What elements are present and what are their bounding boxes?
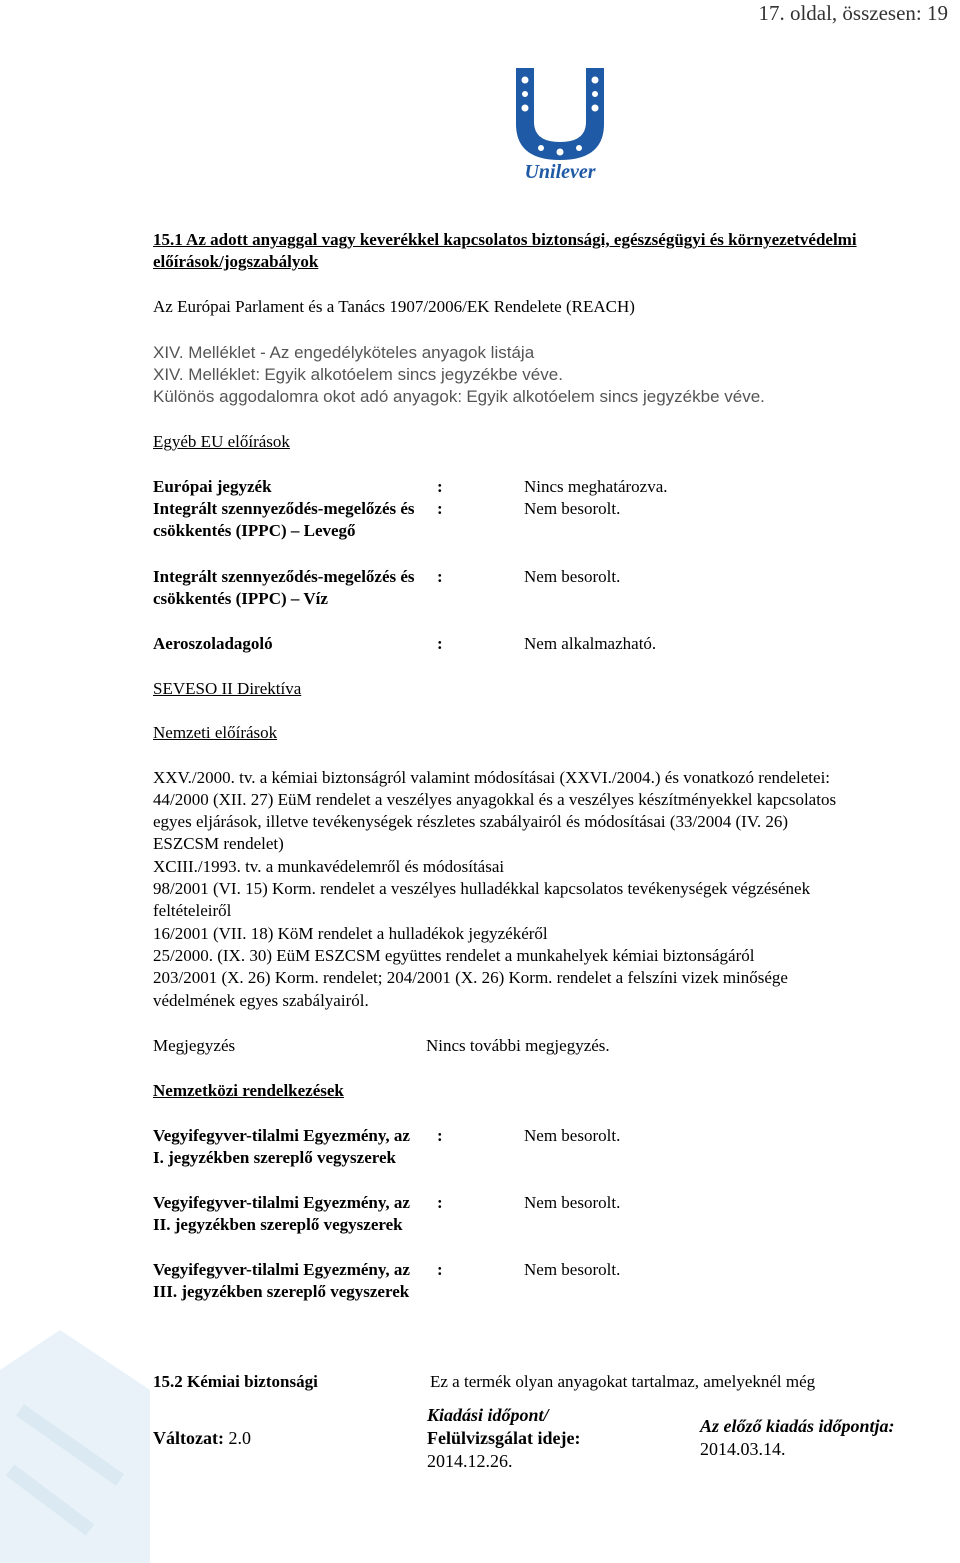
national-line: egyes eljárások, illetve tevékenységek részletes szabályairól és módosításai (33/2004 (IV. 26) [153,812,789,831]
intl-row-value: Nem besorolt. [524,1126,621,1145]
eu-row-label: Integrált szennyeződés-megelőzés és csökkentés (IPPC) – Levegő [153,499,415,540]
version-value: 2.0 [228,1428,251,1448]
annex-xiv-row [153,364,563,386]
intl-row-value: Nem besorolt. [524,1193,621,1212]
intl-row-label: Vegyifegyver-tilalmi Egyezmény, az III. jegyzékben szereplő vegyszerek [153,1260,410,1301]
logo-u-mark [516,68,604,160]
eu-row-colon: : [437,499,443,518]
intl-row-label: Vegyifegyver-tilalmi Egyezmény, az II. jegyzékben szereplő vegyszerek [153,1193,410,1234]
national-line: XXV./2000. tv. a kémiai biztonságról valamint módosításai (XXVI./2004.) és vonatkozó rendeletei: [153,768,831,787]
issue-value: 2014.12.26. [427,1451,513,1471]
national-heading: Nemzeti előírások [153,723,278,742]
watermark-decoration [0,1330,150,1563]
eu-row-colon: : [437,477,443,496]
svhc-value: Egyik alkotóelem sincs jegyzékbe véve. [466,387,765,406]
section-15-2-text: Ez a termék olyan anyagokat tartalmaz, amelyeknél még [430,1372,816,1391]
annex-xiv-line: XIV. Melléklet - Az engedélyköteles anyagok listája [153,343,535,362]
version-label: Változat: [153,1428,224,1448]
eu-row-label: Aeroszoladagoló [153,634,273,653]
eu-row-colon: : [437,634,443,653]
intl-row-colon: : [437,1126,443,1145]
reach-regulation: Az Európai Parlament és a Tanács 1907/2006/EK Rendelete (REACH) [153,297,635,316]
prev-issue-value: 2014.03.14. [700,1439,786,1459]
eu-row-value: Nincs meghatározva. [524,477,668,496]
note-label: Megjegyzés [153,1036,236,1055]
unilever-logo [506,64,614,184]
national-line: 98/2001 (VI. 15) Korm. rendelet a veszélyes hulladékkal kapcsolatos tevékenységek végzésének [153,879,811,898]
logo-wordmark: Unilever [524,161,596,183]
page-counter: 17. oldal, összesen: 19 [758,1,948,25]
section-15-2-title: 15.2 Kémiai biztonsági [153,1372,318,1391]
intl-row-colon: : [437,1260,443,1279]
eu-row-value: Nem alkalmazható. [524,634,657,653]
national-line: védelmének egyes szabályairól. [153,991,369,1010]
eu-regs-heading: Egyéb EU előírások [153,432,290,451]
international-heading: Nemzetközi rendelkezések [153,1081,344,1100]
eu-row-colon: : [437,567,443,586]
intl-row-label: Vegyifegyver-tilalmi Egyezmény, az I. jegyzékben szereplő vegyszerek [153,1126,410,1167]
national-line: 203/2001 (X. 26) Korm. rendelet; 204/2001 (X. 26) Korm. rendelet a felszíni vizek minősége [153,968,788,987]
national-line: 16/2001 (VII. 18) KöM rendelet a hulladékok jegyzékéről [153,924,548,943]
national-line: 44/2000 (XII. 27) EüM rendelet a veszélyes anyagokkal és a veszélyes készítményekkel kapcsolatos [153,790,837,809]
seveso-heading: SEVESO II Direktíva [153,679,302,698]
annex-xiv-value: Egyik alkotóelem sincs jegyzékbe véve. [264,365,563,384]
prev-issue-label: Az előző kiadás időpontja: [700,1416,895,1436]
eu-row-value: Nem besorolt. [524,567,621,586]
national-line: 25/2000. (IX. 30) EüM ESZCSM együttes rendelet a munkahelyek kémiai biztonságáról [153,946,755,965]
footer-version [153,1427,251,1449]
national-line: ESZCSM rendelet) [153,834,284,853]
eu-row-label: Európai jegyzék [153,477,272,496]
annex-xiv-label: XIV. Melléklet: [153,365,261,384]
svhc-row [153,386,765,408]
intl-row-colon: : [437,1193,443,1212]
national-line: XCIII./1993. tv. a munkavédelemről és módosításai [153,857,505,876]
section-15-1-title: 15.1 Az adott anyaggal vagy keverékkel kapcsolatos biztonsági, egészségügyi és környezetvédelmi előírások/jogszabályok [153,230,857,271]
national-line: feltételeiről [153,901,232,920]
intl-row-value: Nem besorolt. [524,1260,621,1279]
issue-label-1: Kiadási időpont/ [427,1405,549,1425]
eu-row-label: Integrált szennyeződés-megelőzés és csökkentés (IPPC) – Víz [153,567,415,608]
note-value: Nincs további megjegyzés. [426,1036,610,1055]
issue-label-2: Felülvizsgálat ideje: [427,1428,581,1448]
eu-row-value: Nem besorolt. [524,499,621,518]
svhc-label: Különös aggodalomra okot adó anyagok: [153,387,463,406]
